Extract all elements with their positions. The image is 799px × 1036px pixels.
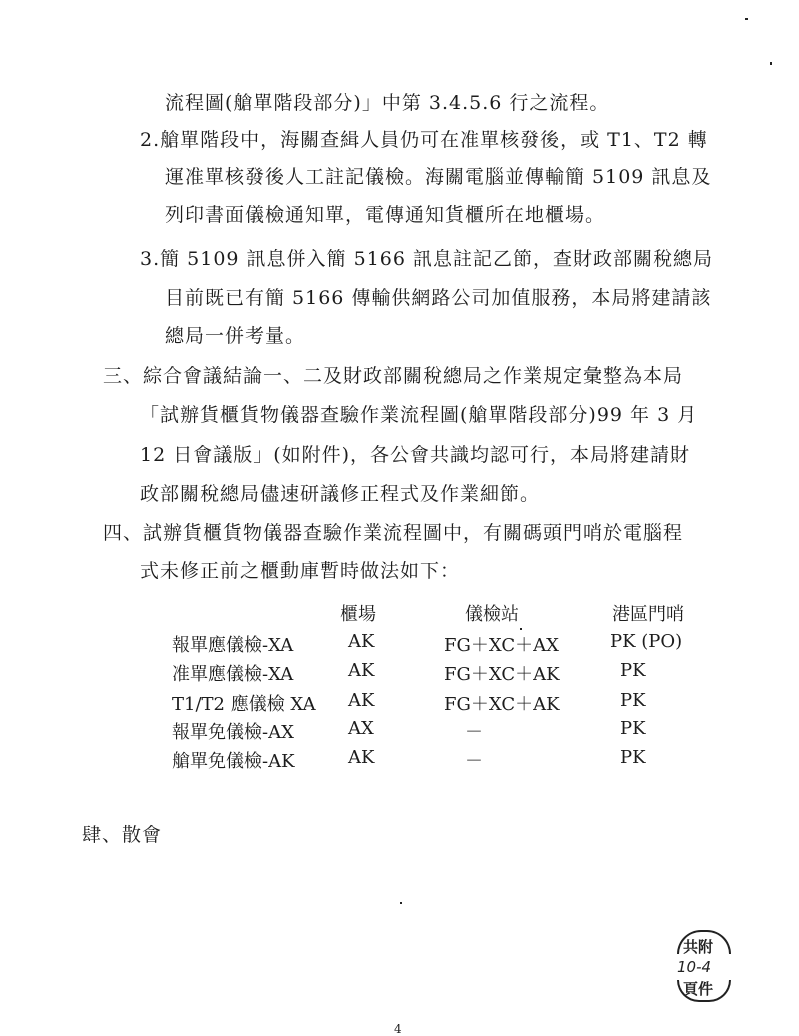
table-cell: 准單應儀檢-XA	[172, 664, 294, 685]
paragraph-line: 運准單核發後人工註記儀檢。海關電腦並傳輸簡 5109 訊息及	[165, 166, 712, 188]
table-header: 儀檢站	[465, 604, 519, 625]
paragraph-line: 「試辦貨櫃貨物儀器查驗作業流程圖(艙單階段部分)99 年 3 月	[140, 404, 698, 426]
paragraph-line: 三、綜合會議結論一、二及財政部關稅總局之作業規定彙整為本局	[103, 365, 684, 387]
page-count-stamp	[675, 928, 735, 998]
table-cell: 艙單免儀檢-AK	[172, 751, 295, 772]
table-cell: PK	[620, 690, 646, 711]
table-cell: PK	[620, 747, 646, 768]
paragraph-line: 12 日會議版」(如附件)，各公會共識均認可行，本局將建請財	[140, 444, 691, 466]
paragraph-line: 目前既已有簡 5166 傳輸供網路公司加值服務，本局將建請該	[165, 287, 712, 309]
table-cell: AX	[348, 718, 374, 739]
stamp-top-text: 共附	[683, 938, 714, 956]
table-cell: T1/T2 應儀檢 XA	[172, 694, 316, 715]
table-cell: PK	[620, 718, 646, 739]
paragraph-line: 政部關稅總局儘速研議修正程式及作業細節。	[140, 483, 541, 505]
table-cell: FG＋XC＋AK	[444, 694, 560, 715]
table-cell: FG＋XC＋AX	[444, 635, 559, 656]
page-number: 4	[394, 1022, 402, 1036]
closing-line: 肆、散會	[82, 824, 163, 846]
paragraph-line: 2.艙單階段中，海關查緝人員仍可在准單核發後，或 T1、T2 轉	[140, 129, 708, 151]
table-cell: AK	[348, 690, 375, 711]
table-cell: 報單免儀檢-AX	[172, 722, 294, 743]
paragraph-line: 列印書面儀檢通知單，電傳通知貨櫃所在地櫃場。	[165, 204, 606, 226]
scan-speck	[520, 628, 522, 630]
table-cell: AK	[348, 631, 375, 652]
table-cell: －	[465, 722, 483, 743]
scan-speck	[770, 62, 772, 65]
scan-speck	[745, 18, 748, 20]
stamp-bottom-text: 頁件	[683, 980, 714, 998]
table-header: 櫃場	[340, 604, 376, 625]
table-cell: －	[465, 751, 483, 772]
paragraph-line: 四、試辦貨櫃貨物儀器查驗作業流程圖中，有關碼頭門哨於電腦程	[103, 522, 684, 544]
paragraph-line: 式未修正前之櫃動庫暫時做法如下：	[140, 560, 461, 582]
stamp-handwritten-count: 10-4	[677, 958, 712, 976]
paragraph-line: 總局一併考量。	[165, 325, 306, 347]
table-cell: FG＋XC＋AK	[444, 664, 560, 685]
scan-speck	[400, 902, 402, 904]
table-cell: PK (PO)	[610, 631, 683, 652]
table-cell: AK	[348, 747, 375, 768]
table-cell: PK	[620, 660, 646, 681]
table-header: 港區門哨	[612, 604, 684, 625]
paragraph-line: 流程圖(艙單階段部分)」中第 3.4.5.6 行之流程。	[165, 92, 610, 114]
paragraph-line: 3.簡 5109 訊息併入簡 5166 訊息註記乙節，查財政部關稅總局	[140, 248, 713, 270]
table-cell: 報單應儀檢-XA	[172, 635, 294, 656]
table-cell: AK	[348, 660, 375, 681]
